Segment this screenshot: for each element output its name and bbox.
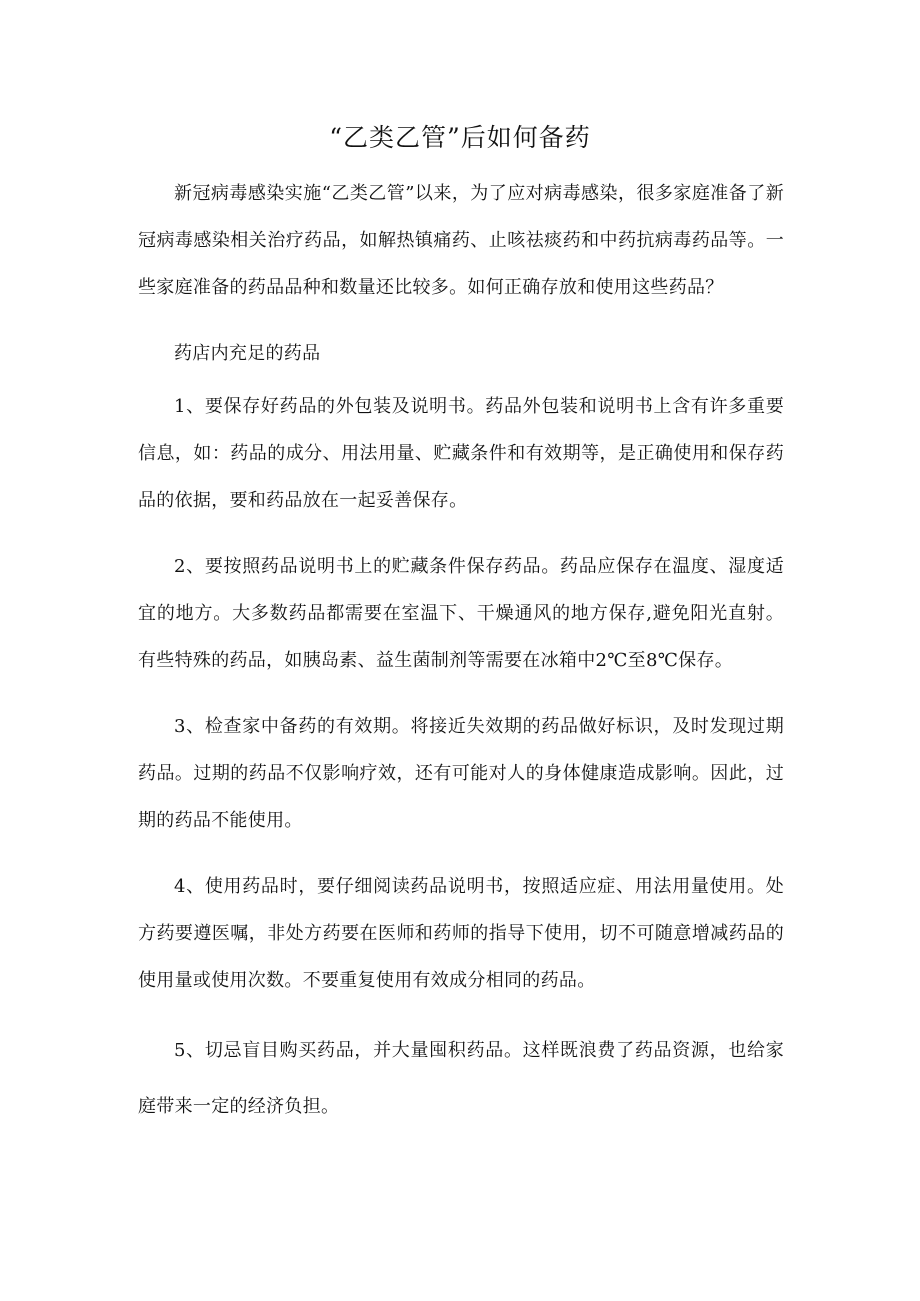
document-title: “乙类乙管”后如何备药 — [329, 123, 591, 152]
tip-paragraph-1: 1、要保存好药品的外包装及说明书。药品外包装和说明书上含有许多重要信息，如：药品的成分、用法用量、贮藏条件和有效期等，是正确使用和保存药品的依据，要和药品放在一起妥善保存。 — [138, 396, 784, 511]
image-caption-paragraph: 药店内充足的药品 — [174, 343, 321, 364]
tip-paragraph-2: 2、要按照药品说明书上的贮藏条件保存药品。药品应保存在温度、湿度适宜的地方。大多数药品都需要在室温下、干燥通风的地方保存,避免阳光直射。有些特殊的药品，如胰岛素、益生菌制剂等需要在冰箱中2℃至8℃保存。 — [138, 556, 784, 671]
document-body — [138, 170, 784, 1154]
tip-paragraph-4: 4、使用药品时，要仔细阅读药品说明书，按照适应症、用法用量使用。处方药要遵医嘱，非处方药要在医师和药师的指导下使用，切不可随意增减药品的使用量或使用次数。不要重复使用有效成分相同的药品。 — [138, 876, 784, 991]
tip-paragraph-3: 3、检查家中备药的有效期。将接近失效期的药品做好标识，及时发现过期药品。过期的药品不仅影响疗效，还有可能对人的身体健康造成影响。因此，过期的药品不能使用。 — [138, 716, 784, 831]
tip-paragraph-5: 5、切忌盲目购买药品，并大量囤积药品。这样既浪费了药品资源，也给家庭带来一定的经济负担。 — [138, 1040, 784, 1117]
intro-paragraph: 新冠病毒感染实施“乙类乙管”以来，为了应对病毒感染，很多家庭准备了新冠病毒感染相关治疗药品，如解热镇痛药、止咳祛痰药和中药抗病毒药品等。一些家庭准备的药品品种和数量还比较多。如何正确存放和使用这些药品？ — [138, 183, 784, 298]
